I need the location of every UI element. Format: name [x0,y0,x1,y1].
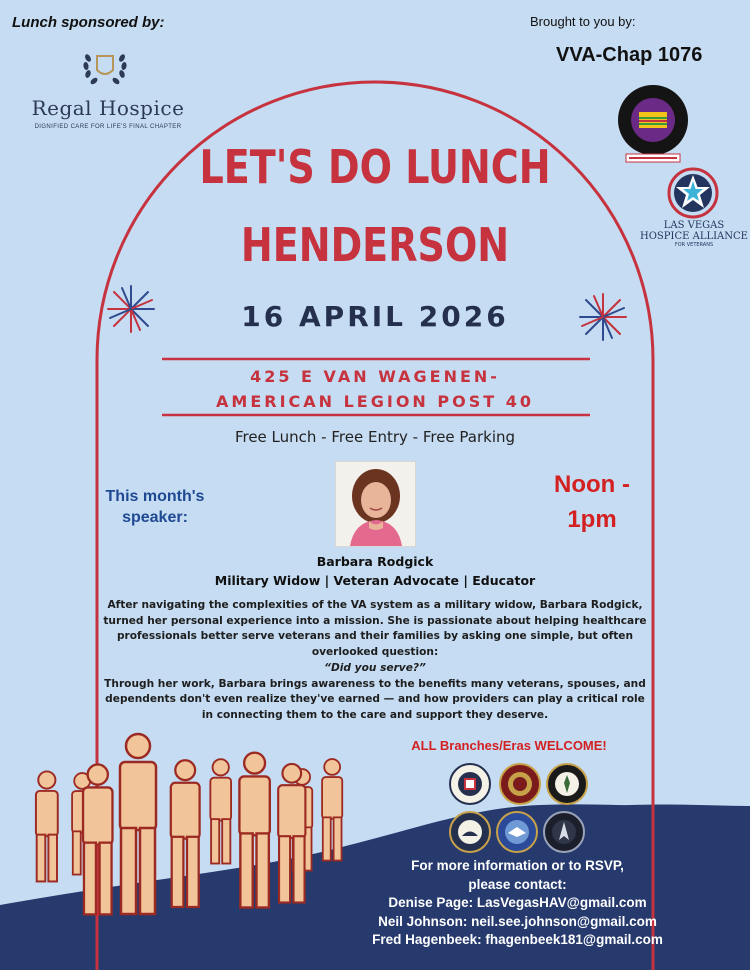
sponsor-heading: Lunch sponsored by: [12,14,165,31]
contact-person[interactable]: Fred Hagenbeek: fhagenbeek181@gmail.com [372,932,663,947]
speaker-name: Barbara Rodgick [316,554,434,569]
space-force-seal-icon [543,811,585,853]
contact-person[interactable]: Neil Johnson: neil.see.johnson@gmail.com [378,913,657,929]
army-seal-icon [546,763,588,805]
event-address-line2: AMERICAN LEGION POST 40 [216,392,534,411]
speaker-label-line1: This month's [105,488,205,505]
branches-welcome: ALL Branches/Eras WELCOME! [411,738,607,753]
chapter-name: VVA-Chap 1076 [556,44,703,66]
sponsor-tagline: DIGNIFIED CARE FOR LIFE'S FINAL CHAPTER [34,124,182,130]
speaker-bio-paragraph1: After navigating the complexities of the VA system as a military widow, Barbara Rodgick, turned her personal experience into a mission. She is passionate about helping healthcare professionals better serve veterans and their families by asking one simple, but often overlooked question: [103,599,647,659]
event-title-line1: LET'S DO LUNCH [199,140,551,194]
marine-corps-seal-icon [499,763,541,805]
speaker-label-line2: speaker: [122,509,188,526]
lvha-logo-text: LAS VEGAS HOSPICE ALLIANCE [640,220,748,242]
speaker-photo [335,461,416,547]
regal-hospice-laurel-icon [80,48,130,93]
event-perks: Free Lunch - Free Entry - Free Parking [234,428,516,446]
event-time [540,467,644,537]
contact-person[interactable]: Denise Page: LasVegasHAV@gmail.com [388,895,647,910]
lvha-logo-subtext: FOR VETERANS [674,242,714,248]
marching-veterans-illustration [10,728,355,970]
sponsor-logo-name: Regal Hospice [31,96,185,120]
event-time-line1: Noon - [554,471,630,498]
coast-guard-seal-icon [449,763,491,805]
event-date: 16 APRIL 2026 [241,300,509,333]
navy-seal-icon [449,811,491,853]
contact-intro-line1: For more information or to RSVP, [411,858,624,873]
contact-intro-line2: please contact: [468,876,567,892]
speaker-bio-quote: “Did you serve?” [324,661,426,674]
contact-block [350,857,685,950]
speaker-bio [100,598,650,724]
speaker-label [88,486,222,528]
event-time-line2: 1pm [567,506,617,533]
event-title-line2: HENDERSON [240,218,510,272]
speaker-bio-paragraph2: Through her work, Barbara brings awareness to the benefits many veterans, spouses, and dependents don't even realize they've earned — and how providers can play a critical role in connecting them to the care and support they deserve. [104,677,646,721]
lvha-star-logo-icon [666,166,720,220]
event-address-line1: 425 E VAN WAGENEN- [250,367,500,386]
speaker-roles: Military Widow | Veteran Advocate | Educator [214,573,536,588]
brought-by-label: Brought to you by: [530,14,636,29]
air-force-seal-icon [496,811,538,853]
vva-chapter-seal-icon [612,82,694,164]
